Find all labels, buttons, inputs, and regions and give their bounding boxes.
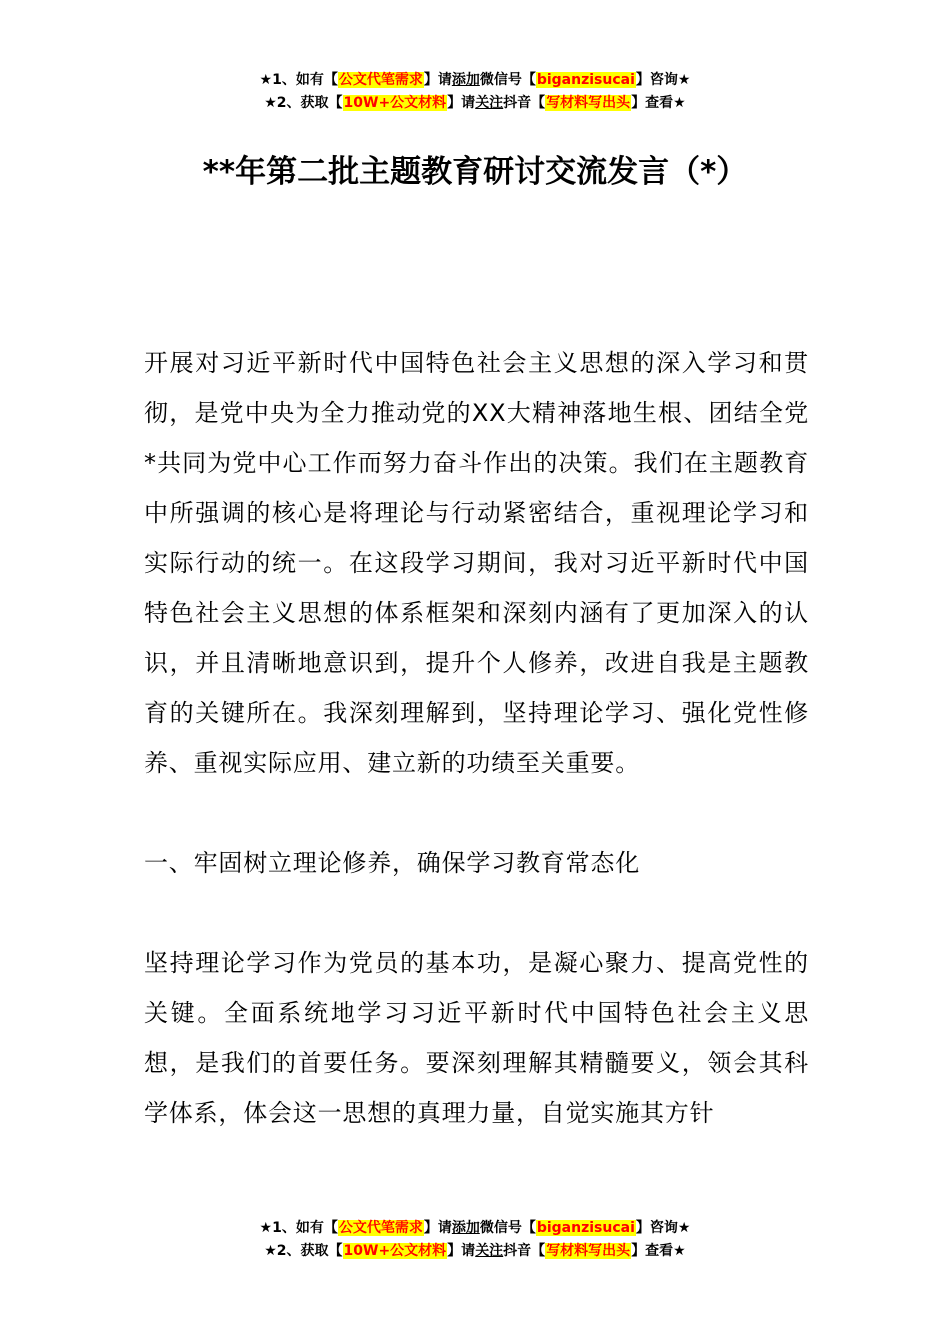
intro-paragraph: 开展对习近平新时代中国特色社会主义思想的深入学习和贯彻，是党中央为全力推动党的XX大精神落地生根、团结全党*共同为党中心工作而努力奋斗作出的决策。我们在主题教育中所强调的核心是将理论与行动紧密结合，重视理论学习和实际行动的统一。在这段学习期间，我对习近平新时代中国特色社会主义思想的体系框架和深刻内涵有了更加深入的认识，并且清晰地意识到，提升个人修养，改进自我是主题教育的关键所在。我深刻理解到，坚持理论学习、强化党性修养、重视实际应用、建立新的功绩至关重要。 [144, 349, 809, 777]
banner-text: 微信号【 [479, 1220, 536, 1236]
banner-underlined: 添加 [451, 72, 480, 88]
banner-text: ★1、如有【 [259, 72, 338, 88]
wechat-id-highlight: biganzisucai [536, 72, 635, 88]
wechat-id-highlight: biganzisucai [536, 1220, 635, 1236]
banner-line-1 [0, 69, 950, 92]
douyin-id-highlight: 写材料写出头 [546, 95, 631, 111]
banner-underlined: 添加 [451, 1220, 480, 1236]
banner-line-2 [0, 92, 950, 115]
section-heading: 一、牢固树立理论修养，确保学习教育常态化 [144, 849, 640, 877]
banner-highlight: 10W+公文材料 [343, 1243, 447, 1259]
banner-line-2 [0, 1240, 950, 1263]
banner-highlight: 公文代笔需求 [338, 1220, 423, 1236]
banner-text: 】查看★ [631, 95, 686, 111]
banner-text: 抖音【 [503, 1243, 546, 1259]
banner-text: 】请 [447, 95, 476, 111]
banner-text: ★2、获取【 [264, 1243, 343, 1259]
banner-text: ★1、如有【 [259, 1220, 338, 1236]
banner-highlight: 10W+公文材料 [343, 95, 447, 111]
banner-text: 微信号【 [479, 72, 536, 88]
paragraph-spacer [144, 788, 809, 838]
banner-highlight: 公文代笔需求 [338, 72, 423, 88]
document-title: **年第二批主题教育研讨交流发言（*） [202, 154, 748, 190]
banner-text: 】请 [423, 72, 452, 88]
banner-text: 抖音【 [503, 95, 546, 111]
paragraph-spacer [144, 888, 809, 938]
banner-underlined: 关注 [475, 1243, 504, 1259]
footer-banner [0, 1217, 950, 1263]
banner-text: 】请 [447, 1243, 476, 1259]
body-paragraph: 坚持理论学习作为党员的基本功，是凝心聚力、提高党性的关键。全面系统地学习习近平新时代中国特色社会主义思想，是我们的首要任务。要深刻理解其精髓要义，领会其科学体系，体会这一思想的真理力量，自觉实施其方针 [144, 949, 809, 1127]
banner-text: 】咨询★ [635, 72, 691, 88]
banner-text: 】咨询★ [635, 1220, 691, 1236]
banner-text: ★2、获取【 [264, 95, 343, 111]
document-body [144, 338, 809, 1138]
banner-text: 】查看★ [631, 1243, 686, 1259]
douyin-id-highlight: 写材料写出头 [546, 1243, 631, 1259]
banner-underlined: 关注 [475, 95, 504, 111]
header-banner [0, 69, 950, 115]
banner-line-1 [0, 1217, 950, 1240]
banner-text: 】请 [423, 1220, 452, 1236]
